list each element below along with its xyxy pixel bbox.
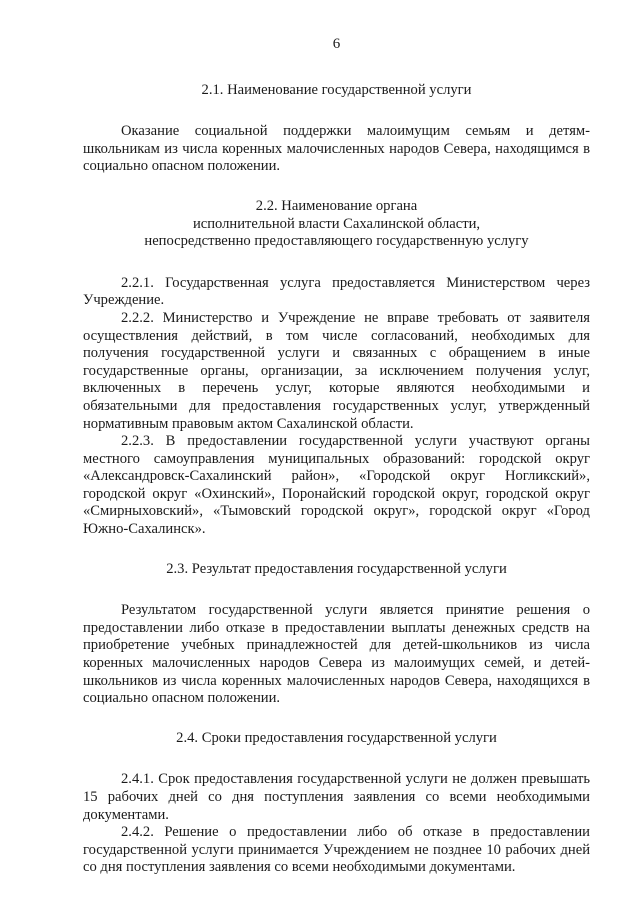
- section-heading-line: непосредственно предоставляющего государственную услугу: [144, 233, 529, 250]
- paragraph: Результатом государственной услуги является принятие решения о предоставлении либо отказе в предоставлении выплаты денежных средств на приобретение учебных принадлежностей для детей-школьников из числа коренных малочисленных народов Севера из малоимущих семей, и детей-школьников из числа коренных малочисленных народов Севера, находящихся в социально опасном положении.: [83, 602, 590, 707]
- paragraph: 2.4.2. Решение о предоставлении либо об отказе в предоставлении государственной услуги принимается Учреждением не позднее 10 рабочих дней со дня поступления заявления со всеми необходимыми документами.: [83, 824, 590, 876]
- paragraph: Оказание социальной поддержки малоимущим семьям и детям-школьникам из числа коренных малочисленных народов Севера, находящимся в социально опасном положении.: [83, 123, 590, 175]
- section-2-2: [83, 198, 590, 539]
- section-2-3: [83, 561, 590, 708]
- section-2-4: [83, 730, 590, 877]
- section-heading-line: исполнительной власти Сахалинской области,: [192, 215, 481, 232]
- section-heading: 2.1. Наименование государственной услуги: [201, 81, 472, 98]
- section-heading: 2.4. Сроки предоставления государственной услуги: [176, 729, 497, 746]
- section-heading: 2.3. Результат предоставления государственной услуги: [166, 560, 507, 577]
- paragraph: 2.2.3. В предоставлении государственной услуги участвуют органы местного самоуправления муниципальных образований: городской округ «Александровск-Сахалинский район», «Городской округ Ногликский», городской округ «Охинский», Поронайский городской округ, городской округ «Смирныховский», «Тымовский городской округ», городской округ «Город Южно-Сахалинск».: [83, 433, 590, 538]
- page-number: 6: [332, 36, 341, 52]
- section-2-1: [83, 82, 590, 176]
- paragraph: 2.2.1. Государственная услуга предоставляется Министерством через Учреждение.: [83, 274, 590, 309]
- paragraph: 2.4.1. Срок предоставления государственной услуги не должен превышать 15 рабочих дней со дня поступления заявления со всеми необходимыми документами.: [83, 771, 590, 823]
- section-heading-line: 2.2. Наименование органа: [255, 197, 418, 214]
- paragraph: 2.2.2. Министерство и Учреждение не вправе требовать от заявителя осуществления действий, в том числе согласований, необходимых для получения государственной услуги и связанных с обращением в иные государственные органы, организации, за исключением получения услуг, включенных в перечень услуг, которые являются необходимыми и обязательными для предоставления государственных услуг, утвержденный нормативным правовым актом Сахалинской области.: [83, 309, 590, 432]
